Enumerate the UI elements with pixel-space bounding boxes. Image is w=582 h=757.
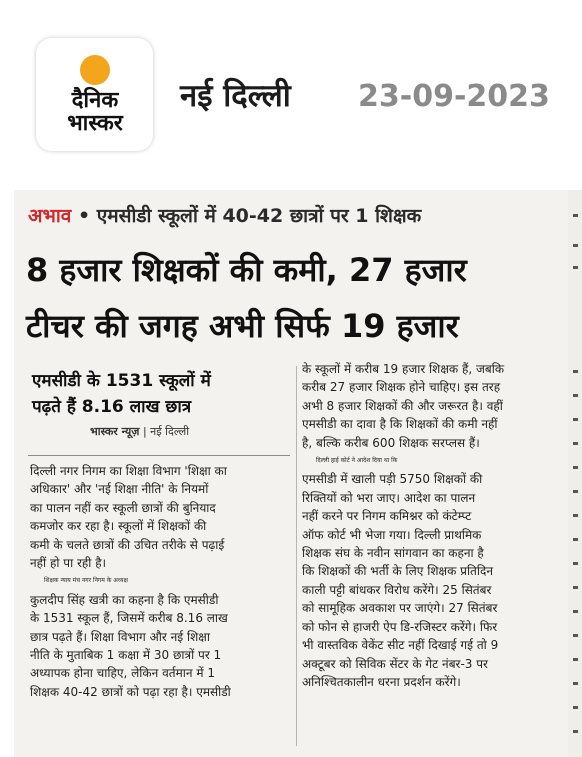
article-text-line: अनिश्चितकालीन धरना प्रदर्शन करेंगे। (302, 674, 461, 689)
subheadline-line-2: पढ़ते हैं 8.16 लाख छात्र (32, 397, 192, 417)
byline-source: भास्कर न्यूज़ (90, 425, 140, 438)
article-text-line: छात्र पढ़ते हैं। शिक्षा विभाग और नई शिक्षा (30, 629, 210, 644)
dainik-bhaskar-logo (36, 38, 153, 151)
article-text-line: रिक्तियों को भरा जाए। आदेश का पालन (302, 490, 476, 505)
byline (90, 424, 189, 440)
article-text-line: को फोन से हाजरी ऐप डि-रजिस्टर करेंगे। फिर (302, 619, 498, 634)
article-text-line: है, बल्कि करीब 600 शिक्षक सरप्लस हैं। (302, 435, 480, 450)
article-text-line: कि शिक्षकों की भर्ती के लिए शिक्षक प्रतिदिन (302, 564, 494, 579)
article-text-line: एमसीडी का दावा है कि शिक्षकों की कमी नहीं (302, 417, 498, 432)
article-text-line: अभी 8 हजार शिक्षकों की और जरूरत है। वहीं (302, 398, 503, 413)
kicker-text: • एमसीडी स्कूलों में 40-42 छात्रों पर 1 शिक्षक (77, 205, 422, 227)
article-text-line: अक्टूबर को सिविक सेंटर के गेट नंबर-3 पर (302, 656, 488, 671)
article-text-line: नहीं हो पा रही है। (30, 556, 107, 571)
article-column-left (30, 462, 292, 701)
page-header (0, 0, 582, 178)
article-column-right (302, 360, 564, 691)
article-text-line: को सामूहिक अवकाश पर जाएंगे। 27 सितंबर (302, 601, 498, 616)
article-kicker (28, 203, 421, 229)
article-text-line: दिल्ली हाई कोर्ट ने आदेश दिया था कि (316, 457, 398, 465)
article-text-line: भी वास्तविक वेकेंट सीट नहीं दिखाई गई तो 9 (302, 638, 499, 653)
article-text-line: नीति के मुताबिक 1 कक्षा में 30 छात्रों पर 1 (30, 648, 222, 663)
article-text-line: करीब 27 हजार शिक्षक होने चाहिए। इस तरह (302, 380, 501, 395)
logo-text-bhaskar: भास्कर (67, 110, 123, 136)
adjacent-column-edge (568, 190, 582, 757)
headline-line-1: 8 हजार शिक्षकों की कमी, 27 हजार (26, 251, 467, 289)
subheadline-line-1: एमसीडी के 1531 स्कूलों में (32, 371, 211, 391)
column-divider (296, 366, 297, 746)
kicker-label: अभाव (28, 205, 72, 227)
article-text-line: कुलदीप सिंह खत्री का कहना है कि एमसीडी (30, 592, 219, 607)
article-text-line: नहीं करने पर निगम कमिश्नर को कंटेम्प्ट (302, 509, 472, 524)
article-text-line: शिक्षक 40-42 छात्रों को पढ़ा रहा है। एमसीडी (30, 684, 231, 699)
article-text-line: शिक्षक न्याय मंच नगर निगम के अध्यक्ष (44, 577, 128, 585)
article-text-line: अध्यापक होना चाहिए, लेकिन वर्तमान में 1 (30, 666, 215, 681)
byline-place: | नई दिल्ली (142, 425, 190, 438)
article-text-line: अधिकार' और 'नई शिक्षा नीति' के नियमों (30, 482, 209, 497)
article-text-line: एमसीडी में खाली पड़ी 5750 शिक्षकों की (302, 472, 483, 487)
article-text-line: कमजोर कर रहा है। स्कूलों में शिक्षकों की (30, 519, 207, 534)
edition-date: 23-09-2023 (358, 79, 550, 114)
logo-text-dainik: दैनिक (71, 87, 119, 113)
edition-city: नई दिल्ली (180, 78, 291, 114)
article-text-line: कमी के चलते छात्रों की उचित तरीके से पढ़ाई (30, 537, 225, 552)
article-text-line: के 1531 स्कूल हैं, जिसमें करीब 8.16 लाख (30, 611, 228, 626)
article-text-line: का पालन नहीं कर स्कूली छात्रों की बुनियाद (30, 500, 216, 515)
article-text-line: काली पट्टी बांधकर विरोध करेंगे। 25 सितंबर (302, 582, 492, 597)
sun-logo-icon (80, 55, 110, 85)
article-text-line: दिल्ली नगर निगम का शिक्षा विभाग 'शिक्षा का (30, 464, 227, 478)
article-text-line: के स्कूलों में करीब 19 हजार शिक्षक हैं, जबकि (302, 362, 505, 376)
article-text-line: शिक्षक संघ के नवीन सांगवान का कहना है (302, 546, 484, 561)
headline-line-2: टीचर की जगह अभी सिर्फ 19 हजार (26, 307, 459, 345)
article-text-line: ऑफ कोर्ट भी भेजा गया। दिल्ली प्राथमिक (302, 527, 482, 542)
byline-rule (28, 455, 290, 456)
